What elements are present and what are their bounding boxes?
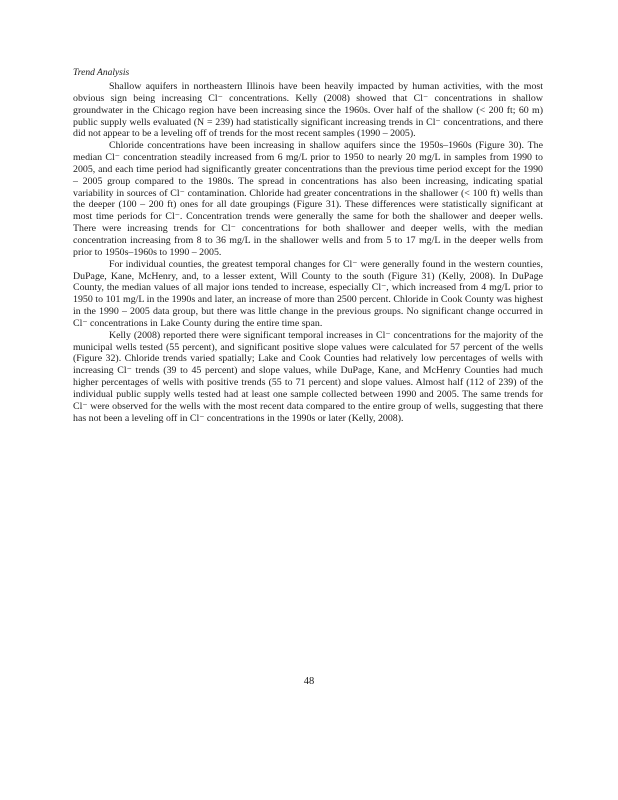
section-heading: Trend Analysis	[73, 68, 130, 78]
paragraph-trend-intro: Shallow aquifers in northeastern Illinois have been heavily impacted by human activities, with the most obvious sign being increasing Cl⁻ concentrations. Kelly (2008) showed that Cl⁻ concentrations in shallow groundwater in the Chicago region have been increasing since the 1960s. Over half of the shallow (< 200 ft; 60 m) public supply wells evaluated (N = 239) had statistically significant increasing trends in Cl⁻ concentrations, and there did not appear to be a leveling off of trends for the most recent samples (1990 – 2005).	[73, 81, 543, 140]
page-number: 48	[303, 676, 315, 687]
paragraph-chloride-concentrations: Chloride concentrations have been increasing in shallow aquifers since the 1950s–1960s (Figure 30). The median Cl⁻ concentration steadily increased from 6 mg/L prior to 1950 to nearly 20 mg/L in samples from 1990 to 2005, and each time period had significantly greater concentrations than the previous time period except for the 1990 – 2005 group compared to the 1980s. The spread in concentrations has also been increasing, indicating spatial variability in sources of Cl⁻ contamination. Chloride had greater concentrations in the shallower (< 100 ft) wells than the deeper (100 – 200 ft) ones for all date groupings (Figure 31). These differences were statistically significant at most time periods for Cl⁻. Concentration trends were generally the same for both the shallower and deeper wells. There were increasing trends for Cl⁻ concentrations for both shallower and deeper wells, with the median concentration increasing from 8 to 36 mg/L in the shallower wells and from 5 to 17 mg/L in the deeper wells from prior to 1950s–1960s to 1990 – 2005.	[73, 140, 543, 258]
paragraph-individual-counties: For individual counties, the greatest temporal changes for Cl⁻ were generally found in the western counties, DuPage, Kane, McHenry, and, to a lesser extent, Will County to the south (Figure 31) (Kelly, 2008). In DuPage County, the median values of all major ions tended to increase, especially Cl⁻, which increased from 4 mg/L prior to 1950 to 101 mg/L in the 1990s and later, an increase of more than 2500 percent. Chloride in Cook County was highest in the 1990 – 2005 data group, but there was little change in the previous groups. No significant change occurred in Cl⁻ concentrations in Lake County during the entire time span.	[73, 258, 543, 329]
page-body	[73, 67, 543, 424]
paragraph-kelly-trends: Kelly (2008) reported there were significant temporal increases in Cl⁻ concentrations for the majority of the municipal wells tested (55 percent), and significant positive slope values were calculated for 57 percent of the wells (Figure 32). Chloride trends varied spatially; Lake and Cook Counties had relatively low percentages of wells with increasing Cl⁻ trends (39 to 45 percent) and slope values, while DuPage, Kane, and McHenry Counties had much higher percentages of wells with positive trends (55 to 71 percent) and slope values. Almost half (112 of 239) of the individual public supply wells tested had at least one sample collected between 1990 and 2005. The same trends for Cl⁻ were observed for the wells with the most recent data compared to the entire group of wells, suggesting that there has not been a leveling off in Cl⁻ concentrations in the 1990s or later (Kelly, 2008).	[73, 329, 543, 424]
